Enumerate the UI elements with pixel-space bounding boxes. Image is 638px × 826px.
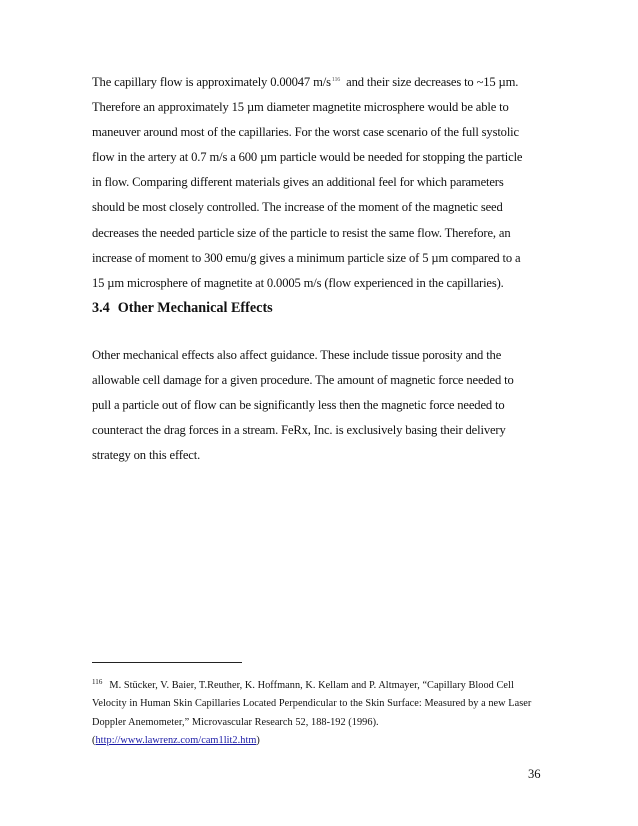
text-line: increase of moment to 300 emu/g gives a minimum particle size of 5 µm compared to a (92, 250, 521, 265)
body-paragraph-1 (92, 68, 562, 296)
section-heading (92, 300, 273, 317)
paren: ) (256, 735, 260, 747)
footnote-line (92, 673, 562, 695)
footnote-116 (92, 673, 562, 751)
text-line: pull a particle out of flow can be significantly less then the magnetic force needed to (92, 398, 505, 413)
text-line: in flow. Comparing different materials gives an additional feel for which parameters (92, 175, 504, 190)
footnote-line (92, 732, 562, 750)
text-line: Therefore an approximately 15 µm diameter magnetite microsphere would be able to (92, 100, 509, 115)
text-line: 15 µm microsphere of magnetite at 0.0005 m/s (flow experienced in the capillaries). (92, 275, 504, 290)
section-number: 3.4 (92, 300, 110, 316)
footnote-text: M. Stücker, V. Baier, T.Reuther, K. Hoffmann, K. Kellam and P. Altmayer, “Capillary Blood Cell (109, 680, 514, 691)
text-line: allowable cell damage for a given procedure. The amount of magnetic force needed to (92, 373, 514, 388)
text-line: decreases the needed particle size of the particle to resist the same flow. Therefore, an (92, 225, 511, 240)
text-line: strategy on this effect. (92, 448, 201, 463)
text-line: should be most closely controlled. The increase of the moment of the magnetic seed (92, 200, 503, 215)
footnote-line: Velocity in Human Skin Capillaries Located Perpendicular to the Skin Surface: Measured by a new Laser (92, 698, 532, 710)
text-line: Other mechanical effects also affect guidance. These include tissue porosity and the (92, 348, 502, 362)
text-line: flow in the artery at 0.7 m/s a 600 µm particle would be needed for stopping the particle (92, 150, 523, 165)
text-line: counteract the drag forces in a stream. FeRx, Inc. is exclusively basing their delivery (92, 423, 506, 438)
footnote-mark: 116 (92, 678, 103, 686)
footnote-url-link[interactable]: http://www.lawrenz.com/cam1lit2.htm (95, 735, 257, 747)
footnote-line: Doppler Anemometer,” Microvascular Research 52, 188-192 (1996). (92, 716, 379, 728)
footnote-separator (92, 662, 242, 663)
footnote-reference[interactable]: 116 (331, 77, 341, 83)
section-title: Other Mechanical Effects (117, 300, 273, 316)
body-paragraph-2 (92, 343, 562, 468)
text-segment: and their size decreases to ~15 µm. (346, 75, 519, 89)
text-segment: The capillary flow is approximately 0.00047 m/s (92, 75, 331, 89)
text-line: maneuver around most of the capillaries. For the worst case scenario of the full systolic (92, 125, 519, 140)
paren: ( (92, 735, 96, 747)
text-line (92, 68, 562, 95)
page-number: 36 (528, 767, 541, 781)
